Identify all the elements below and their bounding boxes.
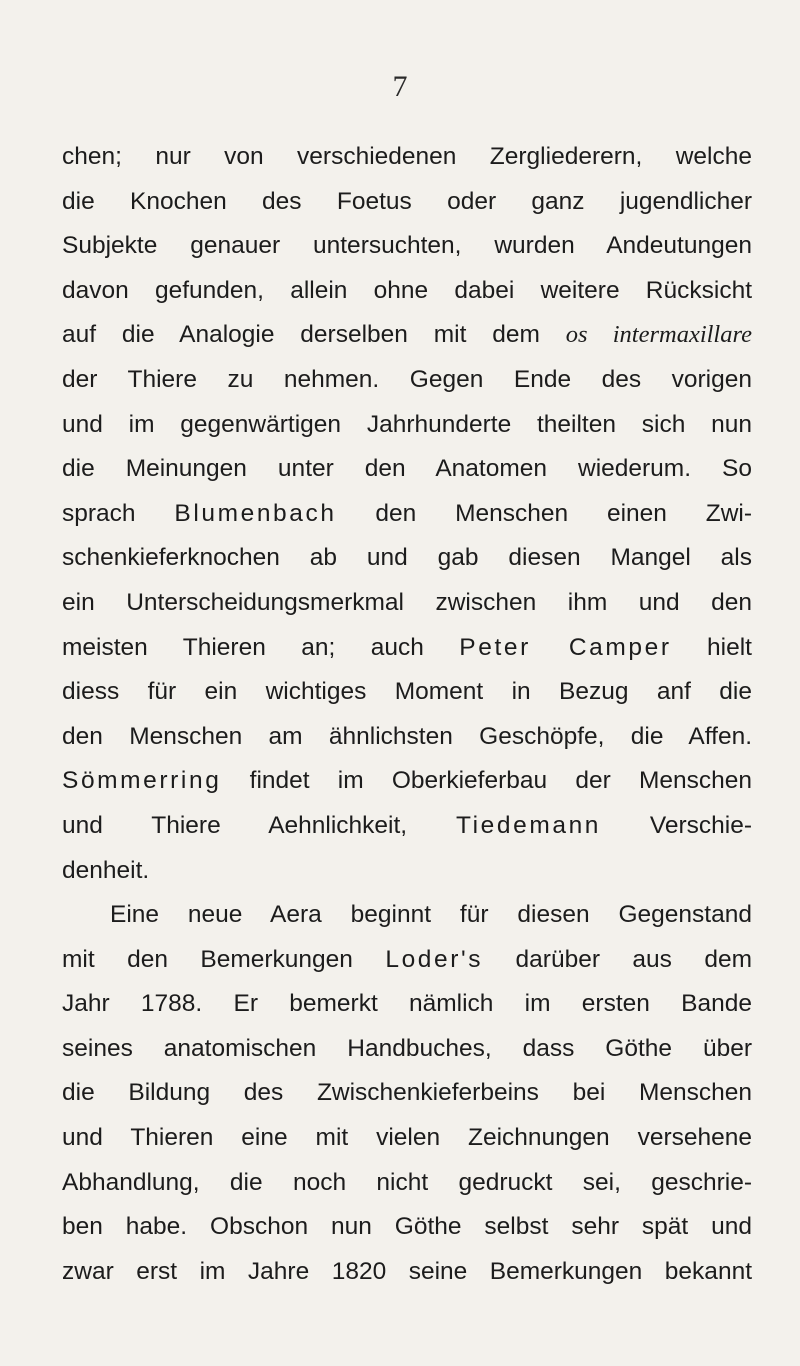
text-segment: hielt (671, 633, 752, 661)
paragraph-2 (62, 893, 752, 1294)
text-segment: auf die Analogie derselben mit dem (62, 321, 566, 349)
text-line: Subjekte genauer untersuchten, wurden Andeutungen (62, 232, 752, 260)
text-line: die Bildung des Zwischenkieferbeins bei Menschen (62, 1079, 752, 1107)
text-line: zwar erst im Jahre 1820 seine Bemerkungen bekannt (62, 1257, 752, 1285)
text-line (62, 626, 752, 671)
text-line: ben habe. Obschon nun Göthe selbst sehr spät und (62, 1213, 752, 1241)
text-segment: sprach (62, 499, 175, 527)
body-text (62, 135, 752, 1294)
person-name: Peter Camper (459, 633, 672, 661)
person-name: Sömmerring (62, 767, 222, 795)
text-line: und im gegenwärtigen Jahrhunderte theilten sich nun (62, 410, 752, 438)
text-line: den Menschen am ähnlichsten Geschöpfe, die Affen. (62, 722, 752, 750)
text-line: die Knochen des Foetus oder ganz jugendlicher (62, 187, 752, 215)
text-line: der Thiere zu nehmen. Gegen Ende des vorigen (62, 365, 752, 393)
text-segment: darüber aus dem (483, 945, 753, 973)
text-line: denheit. (62, 856, 150, 884)
text-segment: findet im Oberkieferbau der Menschen (221, 767, 752, 795)
text-line (62, 492, 752, 537)
text-line: chen; nur von verschiedenen Zergliederern, welche (62, 143, 752, 170)
text-line: ein Unterscheidungsmerkmal zwischen ihm und den (62, 588, 752, 616)
text-line: davon gefunden, allein ohne dabei weitere Rücksicht (62, 276, 752, 304)
text-line: und Thieren eine mit vielen Zeichnungen versehene (62, 1124, 752, 1152)
text-line: Eine neue Aera beginnt für diesen Gegenstand (110, 901, 752, 929)
text-line (62, 804, 752, 849)
text-line (62, 938, 752, 983)
text-line: diess für ein wichtiges Moment in Bezug anf die (62, 678, 752, 706)
text-segment: den Menschen einen Zwi- (336, 499, 753, 527)
text-line: schenkieferknochen ab und gab diesen Mangel als (62, 544, 752, 572)
text-segment: Verschie- (601, 811, 752, 839)
paragraph-1 (62, 135, 752, 893)
text-line: die Meinungen unter den Anatomen wiederum. So (62, 455, 752, 483)
text-line (62, 759, 752, 804)
page-number: 7 (392, 70, 408, 103)
text-line (62, 313, 752, 358)
text-segment: und Thiere Aehnlichkeit, (62, 811, 456, 839)
text-line: Abhandlung, die noch nicht gedruckt sei, geschrie- (62, 1168, 752, 1196)
text-line: Jahr 1788. Er bemerkt nämlich im ersten Bande (62, 990, 752, 1018)
text-segment: meisten Thieren an; auch (62, 633, 460, 661)
text-segment: mit den Bemerkungen (62, 945, 386, 973)
person-name: Loder's (385, 945, 484, 973)
text-line: seines anatomischen Handbuches, dass Göthe über (62, 1034, 752, 1062)
latin-term: os intermaxillare (565, 321, 752, 349)
person-name: Tiedemann (455, 811, 602, 839)
person-name: Blumenbach (174, 499, 337, 527)
